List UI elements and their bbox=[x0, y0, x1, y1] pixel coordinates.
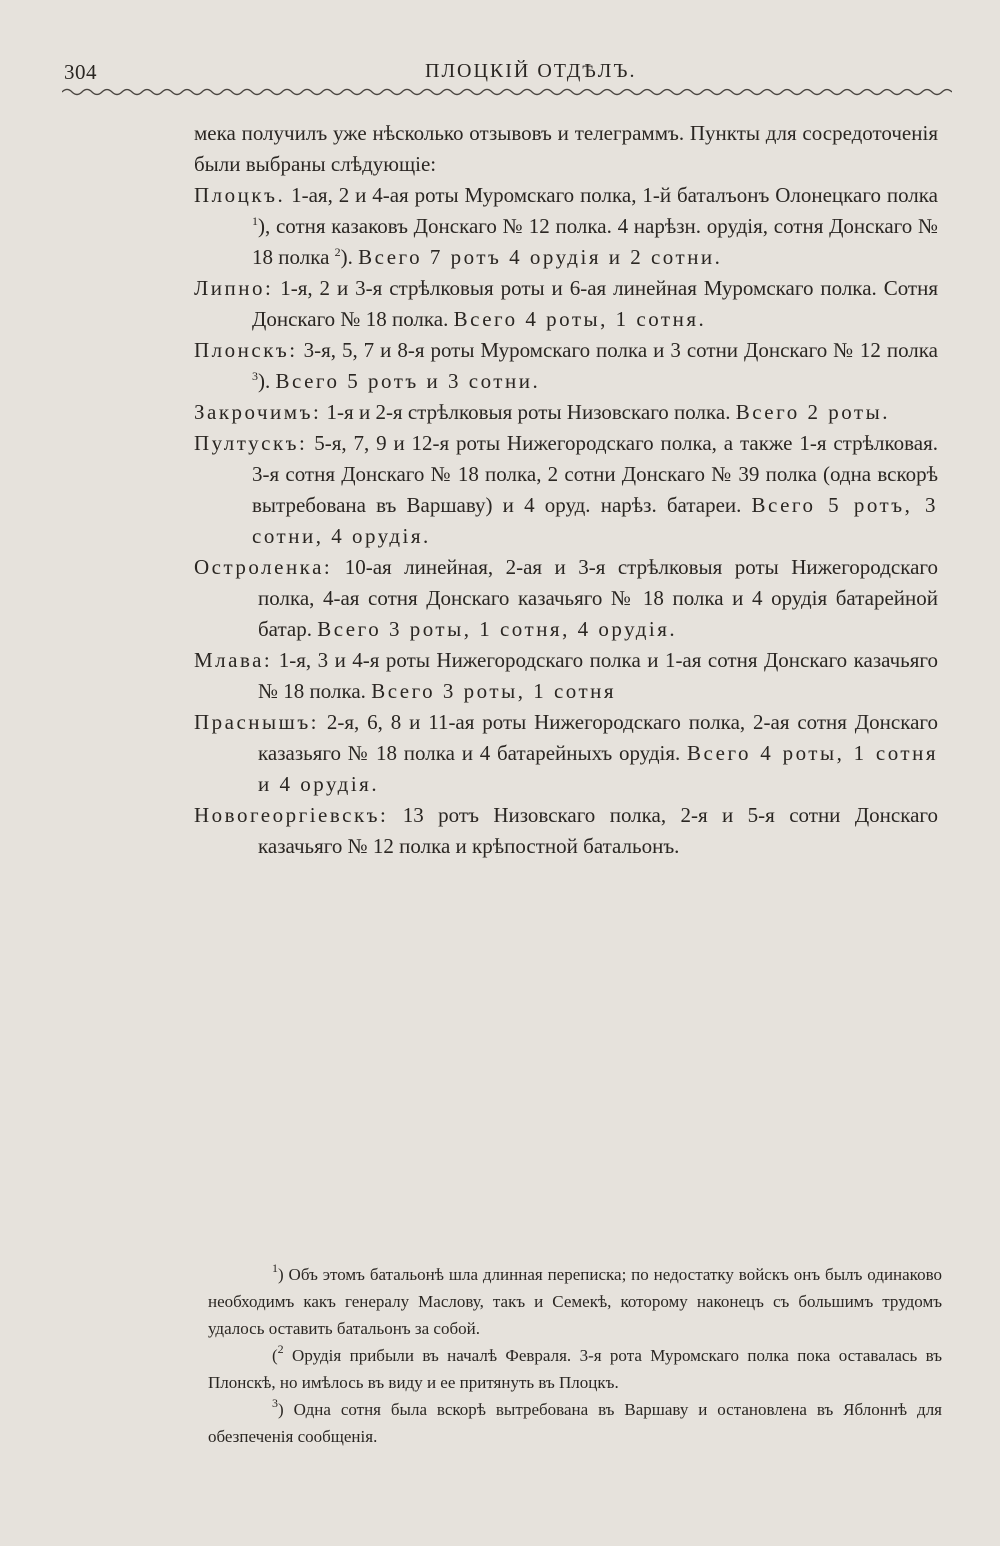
entry-text: 10-ая линейная, 2-ая и 3-я стрѣлковыя роты Нижегородскаго полка, 4-ая сотня Донскаго казачьяго № 18 полка и 4 орудія батарейной батар. bbox=[258, 555, 938, 641]
entry-text: 1-я, 2 и 3-я стрѣлковыя роты и 6-ая линейная Муромскаго полка. Сотня Донскаго № 18 полка. bbox=[252, 276, 938, 331]
town-name: Липно: bbox=[194, 276, 274, 300]
entry-text: 1-я и 2-я стрѣлковыя роты Низовскаго полка. bbox=[321, 400, 736, 424]
town-name: Плонскъ: bbox=[194, 338, 298, 362]
town-name: Новогеоргіевскъ: bbox=[194, 803, 389, 827]
town-name: Плоцкъ. bbox=[194, 183, 286, 207]
footnote-ref: 1 bbox=[252, 214, 258, 228]
entry-zakroczym bbox=[194, 397, 938, 428]
entry-mlawa bbox=[194, 645, 938, 707]
footnote-3: $^3$) Одна сотня была вскорѣ вытребована въ Варшаву и остановлена въ Яблоннѣ для обезпеченія сообщенія. bbox=[208, 1396, 942, 1446]
intro-paragraph: мека получилъ уже нѣсколько отзывовъ и телеграммъ. Пункты для сосредоточенія были выбраны слѣдующіе: bbox=[194, 121, 938, 176]
entry-przasnysz bbox=[194, 707, 938, 800]
footnote-ref: 2 bbox=[334, 245, 341, 259]
entry-ostrolenka bbox=[194, 552, 938, 645]
entry-pultusk bbox=[194, 428, 938, 552]
wavy-header-rule bbox=[62, 86, 952, 98]
entry-text: 3-я, 5, 7 и 8-я роты Муромскаго полка и 3 сотни Донскаго № 12 полка bbox=[297, 338, 938, 362]
town-name: Млава: bbox=[194, 648, 273, 672]
entry-lipno bbox=[194, 273, 938, 335]
town-name: Праснышъ: bbox=[194, 710, 320, 734]
entry-plonsk bbox=[194, 335, 938, 397]
footnote-2: ($^2$ Орудія прибыли въ началѣ Февраля. 3-я рота Муромскаго полка пока оставалась въ Плонскѣ, но имѣлось въ виду и ее притянуть въ Плоцкъ. bbox=[208, 1342, 942, 1392]
entry-text: 1-ая, 2 и 4-ая роты Муромскаго полка, 1-й баталъонъ Олонецкаго полка bbox=[285, 183, 938, 207]
entry-total: Всего 4 роты, 1 сотня. bbox=[453, 307, 707, 331]
entry-text: 13 ротъ Низовскаго полка, 2-я и 5-я сотни Донскаго казачьяго № 12 полка и крѣпостной батальонъ. bbox=[258, 803, 938, 858]
entry-text: ). bbox=[258, 369, 276, 393]
footnote-mark: 2 bbox=[277, 1342, 284, 1356]
town-name: Пултускъ: bbox=[194, 431, 308, 455]
footnote-mark: 3 bbox=[272, 1396, 278, 1410]
footnote-ref: 3 bbox=[252, 369, 258, 383]
entry-text: 5-я, 7, 9 и 12-я роты Нижегородскаго полка, а также 1-я стрѣлковая. 3-я сотня Донскаго № 18 полка, 2 сотни Донскаго № 39 полка (одна вскорѣ вытребована въ Варшаву) и 4 оруд. нарѣз. батареи. bbox=[252, 431, 938, 517]
footnotes bbox=[208, 1261, 942, 1450]
entry-total: Всего 3 роты, 1 сотня bbox=[371, 679, 617, 703]
footnote-mark: 1 bbox=[272, 1261, 278, 1275]
entry-text: ). bbox=[340, 245, 359, 269]
main-text bbox=[194, 118, 938, 862]
footnote-text: Одна сотня была вскорѣ вытребована въ Варшаву и остановлена въ Яблоннѣ для обезпеченія сообщенія. bbox=[208, 1400, 942, 1446]
entry-total: Всего 4 роты, 1 сотня и 4 орудія. bbox=[258, 741, 938, 796]
entry-text: ), сотня казаковъ Донскаго № 12 полка. 4 нарѣзн. орудія, сотня Донскаго № 18 полка bbox=[252, 214, 938, 269]
entry-text: 1-я, 3 и 4-я роты Нижегородскаго полка и 1-ая сотня Донскаго казачьяго № 18 полка. bbox=[258, 648, 938, 703]
entry-plotsk bbox=[194, 180, 938, 273]
footnote-text: Объ этомъ батальонѣ шла длинная переписка; по недостатку войскъ онъ былъ одинаково необходимъ какъ генералу Маслову, такъ и Семекѣ, которому наконецъ съ большимъ трудомъ удалось оставить батальонъ за собой. bbox=[208, 1265, 942, 1338]
entry-text: 2-я, 6, 8 и 11-ая роты Нижегородскаго полка, 2-ая сотня Донскаго казазьяго № 18 полка и 4 батарейныхъ орудія. bbox=[258, 710, 938, 765]
entry-novogeorgievsk bbox=[194, 800, 938, 862]
entry-total: Всего 5 ротъ, 3 сотни, 4 орудія. bbox=[252, 493, 938, 548]
entry-total: Всего 5 ротъ и 3 сотни. bbox=[275, 369, 541, 393]
entry-total: Всего 7 ротъ 4 орудія и 2 сотни. bbox=[358, 245, 723, 269]
footnote-text: Орудія прибыли въ началѣ Февраля. 3-я рота Муромскаго полка пока оставалась въ Плонскѣ, но имѣлось въ виду и ее притянуть въ Плоцкъ. bbox=[208, 1346, 942, 1392]
running-title: ПЛОЦКІЙ ОТДѢЛЪ. bbox=[425, 60, 637, 82]
entry-total: Всего 2 роты. bbox=[735, 400, 890, 424]
town-name: Закрочимъ: bbox=[194, 400, 322, 424]
town-name: Остроленка: bbox=[194, 555, 333, 579]
entry-total: Всего 3 роты, 1 сотня, 4 орудія. bbox=[317, 617, 678, 641]
footnote-1: $^1$) Объ этомъ батальонѣ шла длинная переписка; по недостатку войскъ онъ былъ одинаково необходимъ какъ генералу Маслову, такъ и Семекѣ, которому наконецъ съ большимъ трудомъ удалось оставить батальонъ за собой. bbox=[208, 1261, 942, 1338]
page-number: 304 bbox=[64, 60, 97, 84]
